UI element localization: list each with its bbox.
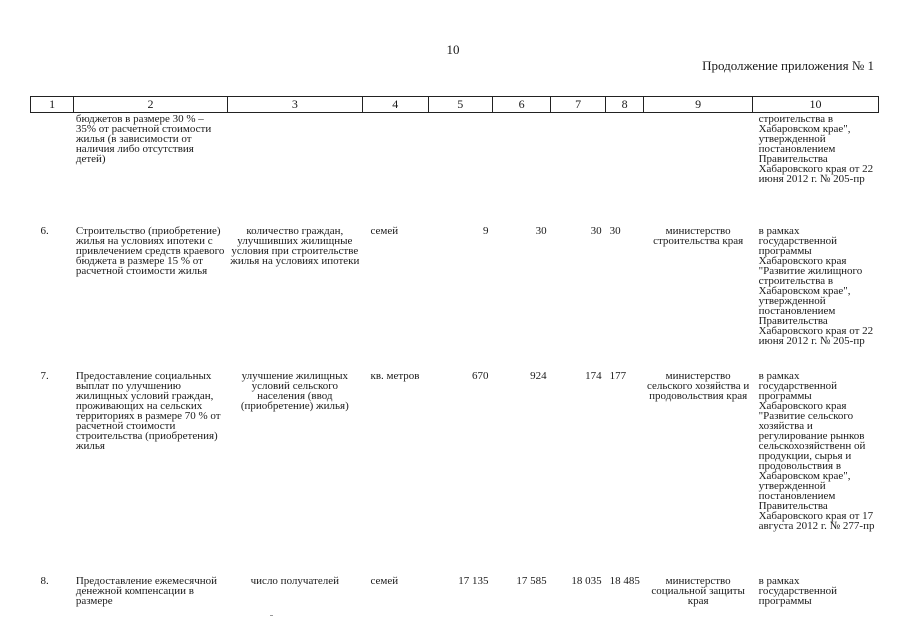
value-col-7: 174 (585, 370, 602, 382)
table-row (31, 371, 879, 576)
column-header: 10 (753, 97, 879, 113)
unit: семей (370, 575, 399, 587)
measure-name: Строительство (приобретение) жилья на условиях ипотеки с привлечением средств краевого бюджета в размере 15 % от расчетной стоимости жилья (75, 225, 225, 277)
row-number: 8. (40, 575, 49, 587)
column-header: 5 (428, 97, 492, 113)
responsible-body: министерство сельского хозяйства и продовольствия края (647, 370, 750, 402)
continuation-label: Продолжение приложения № 1 (702, 58, 874, 73)
value-col-6: 924 (530, 370, 547, 382)
column-header: 4 (362, 97, 428, 113)
value-col-6: 30 (535, 225, 547, 237)
value-col-8: 30 (609, 225, 621, 237)
responsible-body: министерство социальной защиты края (651, 575, 745, 607)
column-header: 6 (493, 97, 551, 113)
column-header: 3 (227, 97, 362, 113)
program-reference: в рамках государственной программы (758, 575, 837, 607)
table-row (31, 214, 879, 371)
measure-name: бюджетов в размере 30 % – 35% от расчетной стоимости жилья (в зависимости от наличия либо отсутствия детей) (75, 113, 212, 165)
value-col-8 (606, 113, 644, 215)
unit: кв. метров (370, 370, 420, 382)
value-col-7: 18 035 (571, 575, 602, 587)
value-col-6 (493, 113, 551, 215)
program-reference: строительства в Хабаровском крае", утвержденной постановлением Правительства Хабаровского края от 22 июня 2012 г. № 205-пр (758, 113, 874, 185)
value-col-7: 30 (590, 225, 602, 237)
value-col-8: 177 (609, 370, 627, 382)
indicator-name: улучшение жилищных условий сельского населения (ввод (приобретение) жилья) (240, 370, 349, 412)
row-number: 6. (40, 225, 49, 237)
indicator-name (227, 113, 362, 215)
responsible-body (644, 113, 753, 215)
unit (362, 113, 428, 215)
measures-table (30, 96, 879, 616)
measure-name: Предоставление социальных выплат по улучшению жилищных условий граждан, проживающих на сельских территориях в размере 70 % от расчетной стоимости строительства (приобретения) жилья (75, 370, 221, 452)
measure-name: Предоставление ежемесячной денежной компенсации в размере (75, 575, 218, 607)
value-col-7 (551, 113, 606, 215)
column-header: 1 (31, 97, 74, 113)
program-reference: в рамках государственной программы Хабаровского края "Развитие сельского хозяйства и регулирование рынков сельскохозяйственн ой продукции, сырья и продовольствия в Хабаровском крае", утвержденной постановлением Правительства Хабаровского края от 17 августа 2012 г. № 277-пр (758, 370, 875, 532)
value-col-6: 17 585 (516, 575, 547, 587)
scan-speck (270, 615, 273, 616)
page-number: 10 (446, 42, 460, 57)
row-number: 7. (40, 370, 49, 382)
row-number (31, 113, 74, 215)
responsible-body: министерство строительства края (653, 225, 744, 247)
column-header: 2 (74, 97, 227, 113)
value-col-8: 18 485 (609, 575, 640, 587)
value-col-5: 17 135 (458, 575, 489, 587)
program-reference: в рамках государственной программы Хабаровского края "Развитие жилищного строительства в Хабаровском крае", утвержденной постановлением Правительства Хабаровского края от 22 июня 2012 г. № 205-пр (758, 225, 874, 347)
value-col-5 (428, 113, 492, 215)
indicator-name: число получателей (250, 575, 339, 587)
value-col-5: 670 (472, 370, 489, 382)
column-header: 7 (551, 97, 606, 113)
table-row (31, 576, 879, 616)
indicator-name: количество граждан, улучшивших жилищные условия при строительстве жилья на условиях ипотеки (230, 225, 360, 267)
header-row (31, 97, 879, 113)
column-header: 8 (606, 97, 644, 113)
value-col-5: 9 (483, 225, 489, 237)
column-header: 9 (644, 97, 753, 113)
table-row (31, 113, 879, 215)
unit: семей (370, 225, 399, 237)
